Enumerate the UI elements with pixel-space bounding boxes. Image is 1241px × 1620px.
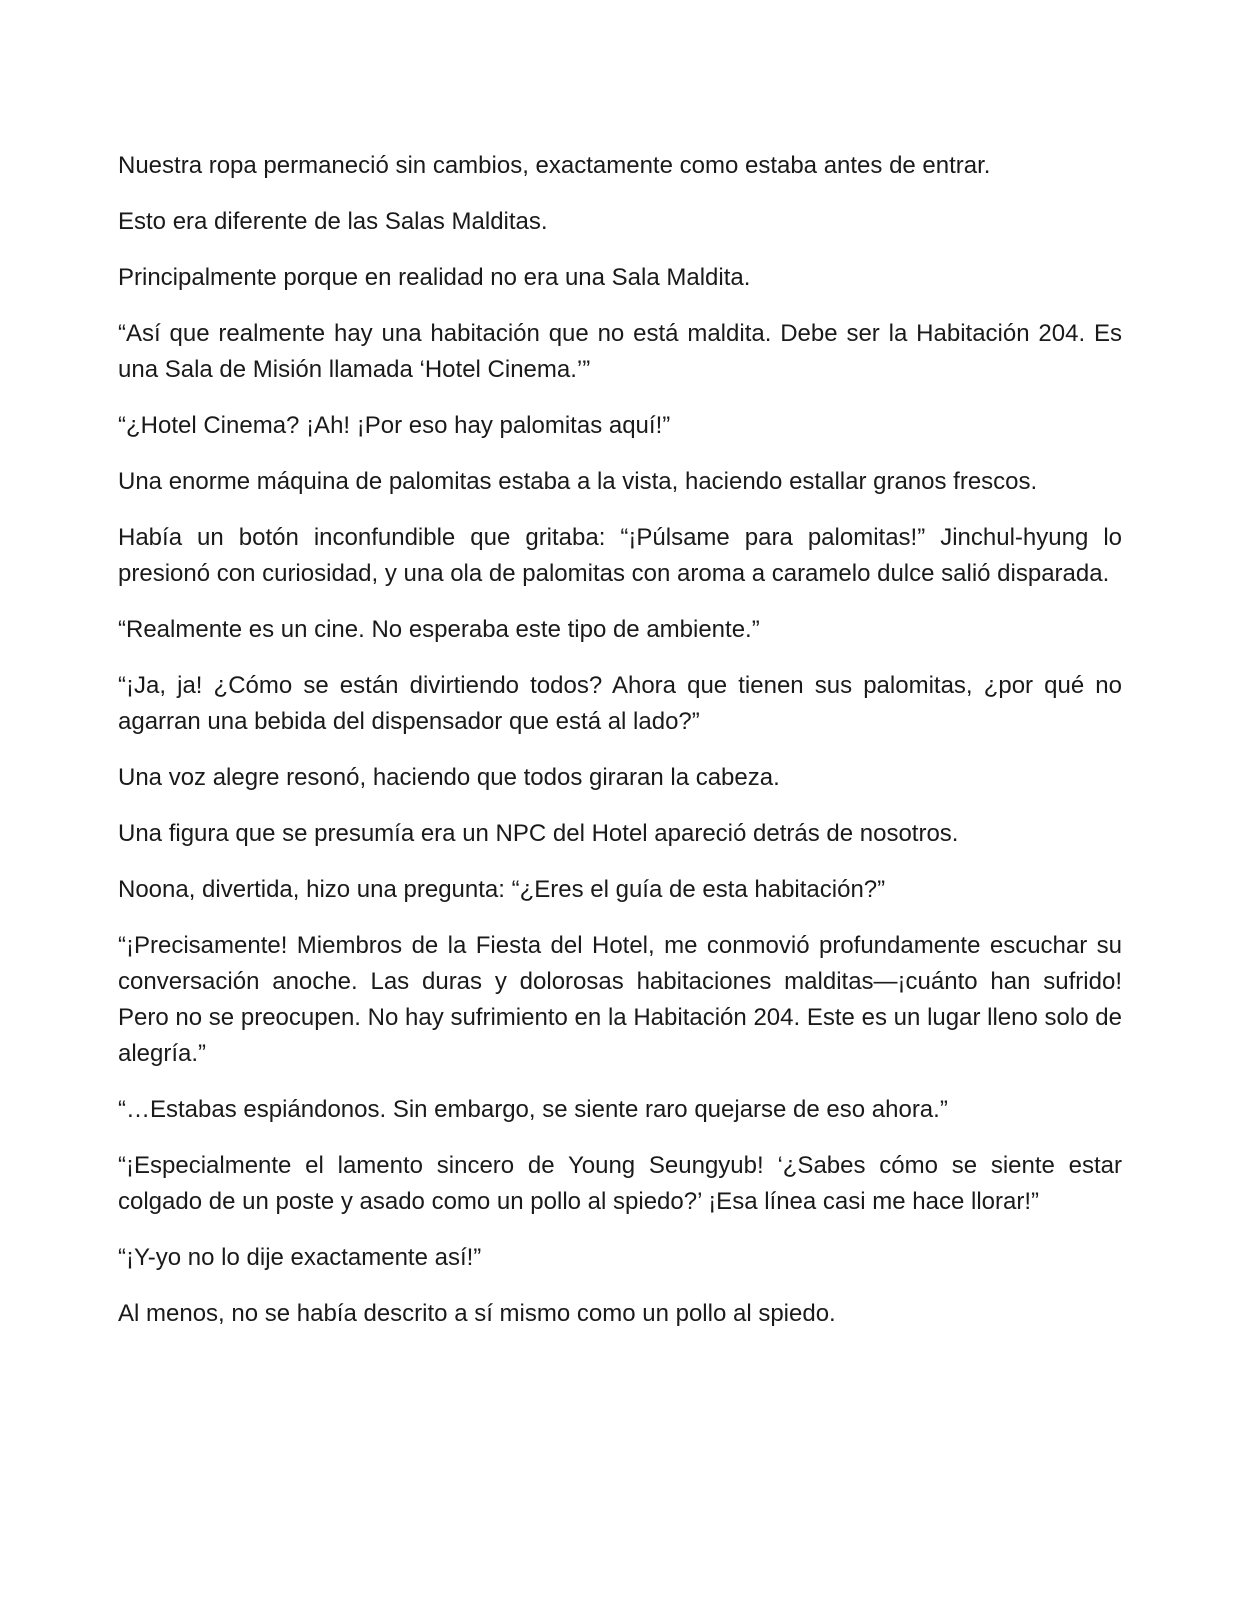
paragraph: “Así que realmente hay una habitación que no está maldita. Debe ser la Habitación 204. Es una Sala de Misión llamada ‘Hotel Cinema.’” xyxy=(118,320,1122,383)
paragraph: Nuestra ropa permaneció sin cambios, exactamente como estaba antes de entrar. xyxy=(118,152,991,179)
paragraph: Al menos, no se había descrito a sí mismo como un pollo al spiedo. xyxy=(118,1300,836,1327)
paragraph: Noona, divertida, hizo una pregunta: “¿Eres el guía de esta habitación?” xyxy=(118,876,886,903)
paragraph: Había un botón inconfundible que gritaba: “¡Púlsame para palomitas!” Jinchul-hyung lo presionó con curiosidad, y una ola de palomitas con aroma a caramelo dulce salió disparada. xyxy=(118,524,1122,587)
paragraph: “¡Y-yo no lo dije exactamente así!” xyxy=(118,1244,482,1271)
paragraph: “¡Ja, ja! ¿Cómo se están divirtiendo todos? Ahora que tienen sus palomitas, ¿por qué no agarran una bebida del dispensador que está al lado?” xyxy=(118,672,1122,735)
paragraph: “¿Hotel Cinema? ¡Ah! ¡Por eso hay palomitas aquí!” xyxy=(118,412,671,439)
paragraph: Una voz alegre resonó, haciendo que todos giraran la cabeza. xyxy=(118,764,780,791)
paragraph: Una figura que se presumía era un NPC del Hotel apareció detrás de nosotros. xyxy=(118,820,959,847)
paragraph: “¡Especialmente el lamento sincero de Young Seungyub! ‘¿Sabes cómo se siente estar colgado de un poste y asado como un pollo al spiedo?’ ¡Esa línea casi me hace llorar!” xyxy=(118,1152,1122,1215)
paragraph: “Realmente es un cine. No esperaba este tipo de ambiente.” xyxy=(118,616,760,643)
paragraph: Esto era diferente de las Salas Malditas. xyxy=(118,208,548,235)
document-body xyxy=(118,148,1122,1352)
paragraph: “…Estabas espiándonos. Sin embargo, se siente raro quejarse de eso ahora.” xyxy=(118,1096,948,1123)
paragraph: Principalmente porque en realidad no era una Sala Maldita. xyxy=(118,264,751,291)
paragraph: “¡Precisamente! Miembros de la Fiesta del Hotel, me conmovió profundamente escuchar su conversación anoche. Las duras y dolorosas habitaciones malditas—¡cuánto han sufrido! Pero no se preocupen. No hay sufrimiento en la Habitación 204. Este es un lugar lleno solo de alegría.” xyxy=(118,932,1122,1067)
paragraph: Una enorme máquina de palomitas estaba a la vista, haciendo estallar granos frescos. xyxy=(118,468,1038,495)
